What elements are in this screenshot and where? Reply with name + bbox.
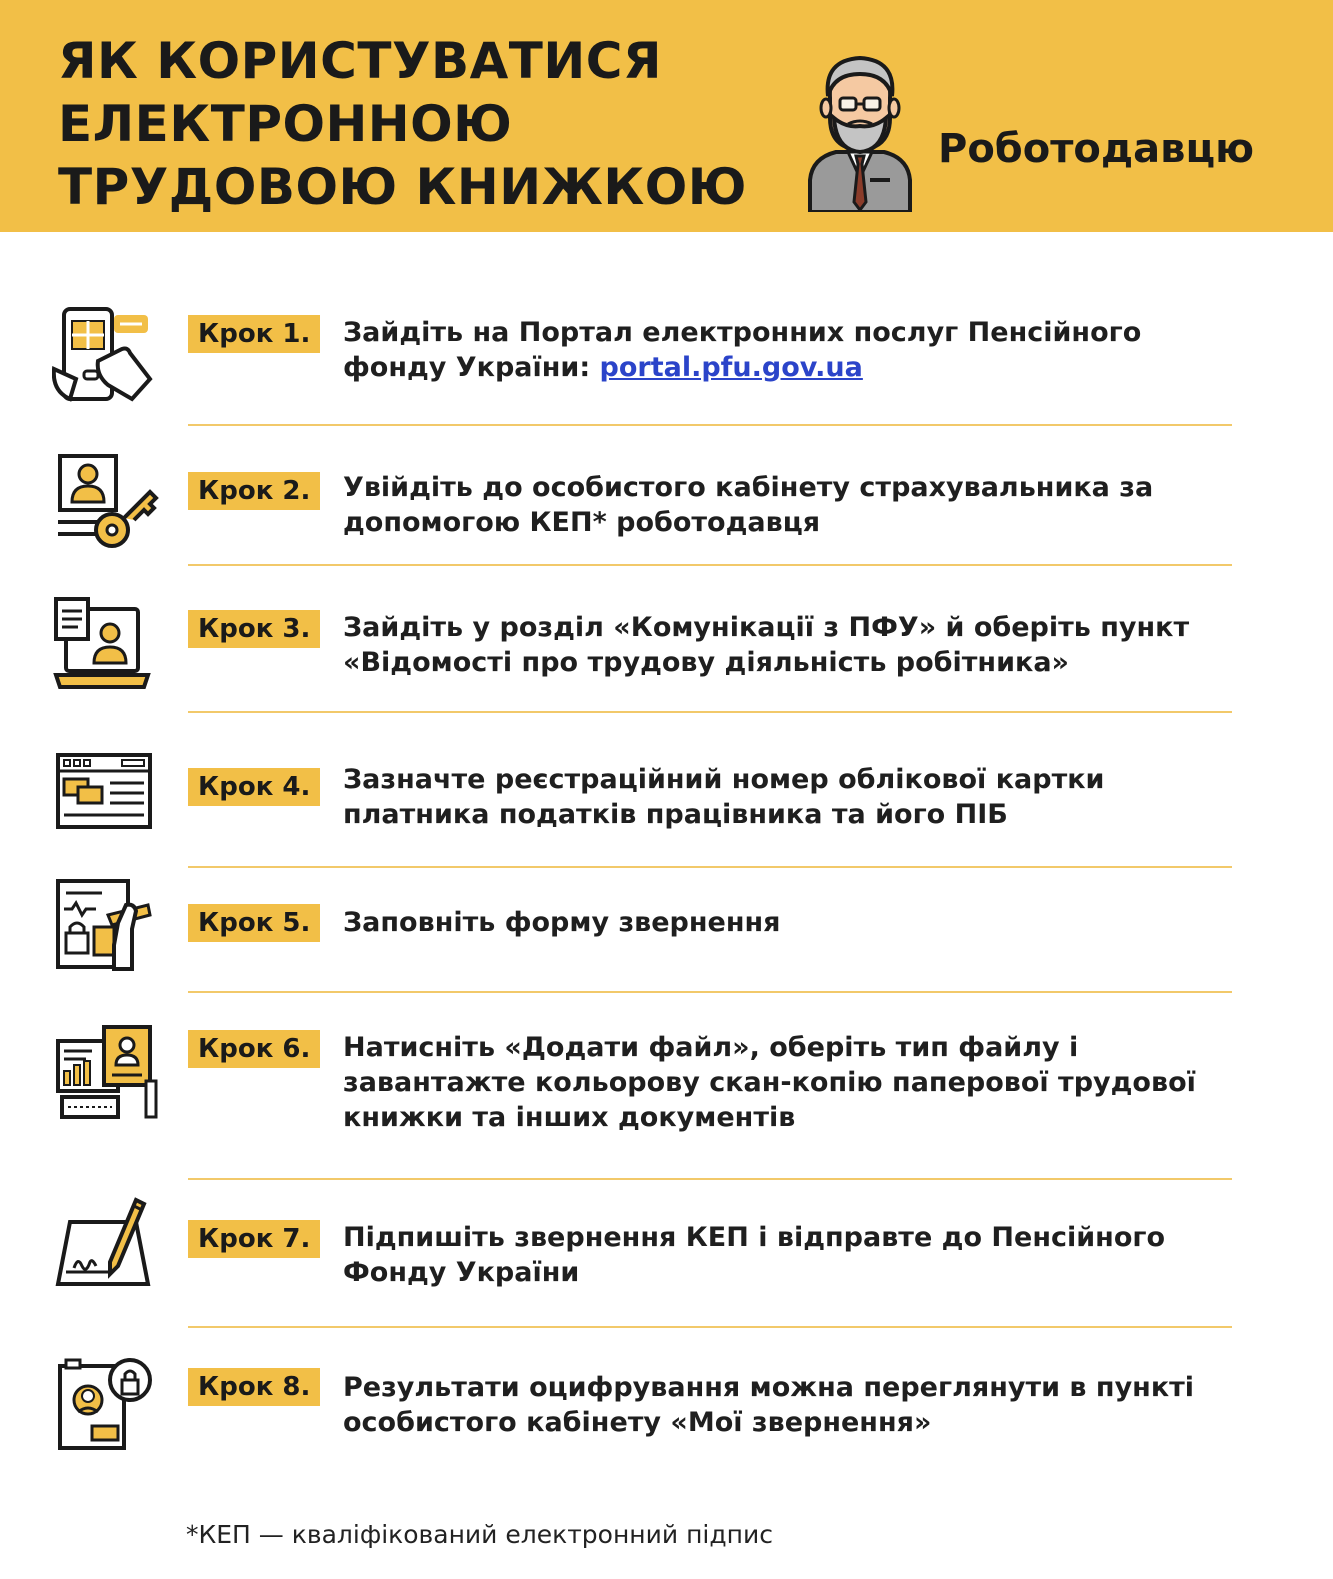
browser-form-icon (52, 747, 162, 847)
smartphone-touch-icon (52, 305, 162, 405)
upload-documents-icon (52, 1023, 162, 1123)
step-text: Підпишіть звернення КЕП і відправте до Пенсійного Фонду України (343, 1222, 1166, 1288)
step-text: Заповніть форму звернення (343, 907, 781, 938)
step-badge: Крок 8. (188, 1368, 320, 1406)
account-key-icon (52, 452, 162, 552)
step-badge: Крок 5. (188, 904, 320, 942)
step-badge: Крок 6. (188, 1030, 320, 1068)
divider (188, 866, 1232, 868)
step-text (343, 315, 1243, 385)
step-text: Зайдіть у розділ «Комунікації з ПФУ» й оберіть пункт «Відомості про трудову діяльність робітника» (343, 612, 1190, 678)
step-badge: Крок 4. (188, 768, 320, 806)
step-text: Натисніть «Додати файл», оберіть тип файлу і завантажте кольорову скан-копію паперової трудової книжки та інших документів (343, 1032, 1196, 1133)
title-line-2: ЕЛЕКТРОННОЮ (58, 95, 513, 153)
divider (188, 1178, 1232, 1180)
step-text-main: Зайдіть на Портал електронних послуг Пенсійного фонду України: (343, 317, 1142, 383)
divider (188, 564, 1232, 566)
step-badge: Крок 3. (188, 610, 320, 648)
page-title (58, 30, 778, 219)
divider (188, 711, 1232, 713)
laptop-user-icon (52, 595, 162, 695)
title-line-1: ЯК КОРИСТУВАТИСЯ (58, 32, 662, 90)
portal-link[interactable]: portal.pfu.gov.ua (599, 352, 863, 383)
divider (188, 424, 1232, 426)
title-line-3: ТРУДОВОЮ КНИЖКОЮ (58, 158, 747, 216)
divider (188, 1326, 1232, 1328)
footnote: *КЕП — кваліфікований електронний підпис (186, 1520, 773, 1549)
employer-avatar-icon (800, 52, 920, 212)
secure-profile-icon (52, 1356, 162, 1456)
step-badge: Крок 1. (188, 315, 320, 353)
form-fill-icon (52, 875, 162, 975)
audience-label: Роботодавцю (938, 126, 1255, 172)
step-text: Зазначте реєстраційний номер облікової картки платника податків працівника та його ПІБ (343, 764, 1105, 830)
sign-document-icon (52, 1192, 162, 1292)
divider (188, 991, 1232, 993)
step-text: Увійдіть до особистого кабінету страхувальника за допомогою КЕП* роботодавця (343, 472, 1154, 538)
step-text: Результати оцифрування можна переглянути в пункті особистого кабінету «Мої звернення» (343, 1372, 1195, 1438)
step-badge: Крок 7. (188, 1220, 320, 1258)
header-banner (0, 0, 1333, 232)
step-badge: Крок 2. (188, 472, 320, 510)
